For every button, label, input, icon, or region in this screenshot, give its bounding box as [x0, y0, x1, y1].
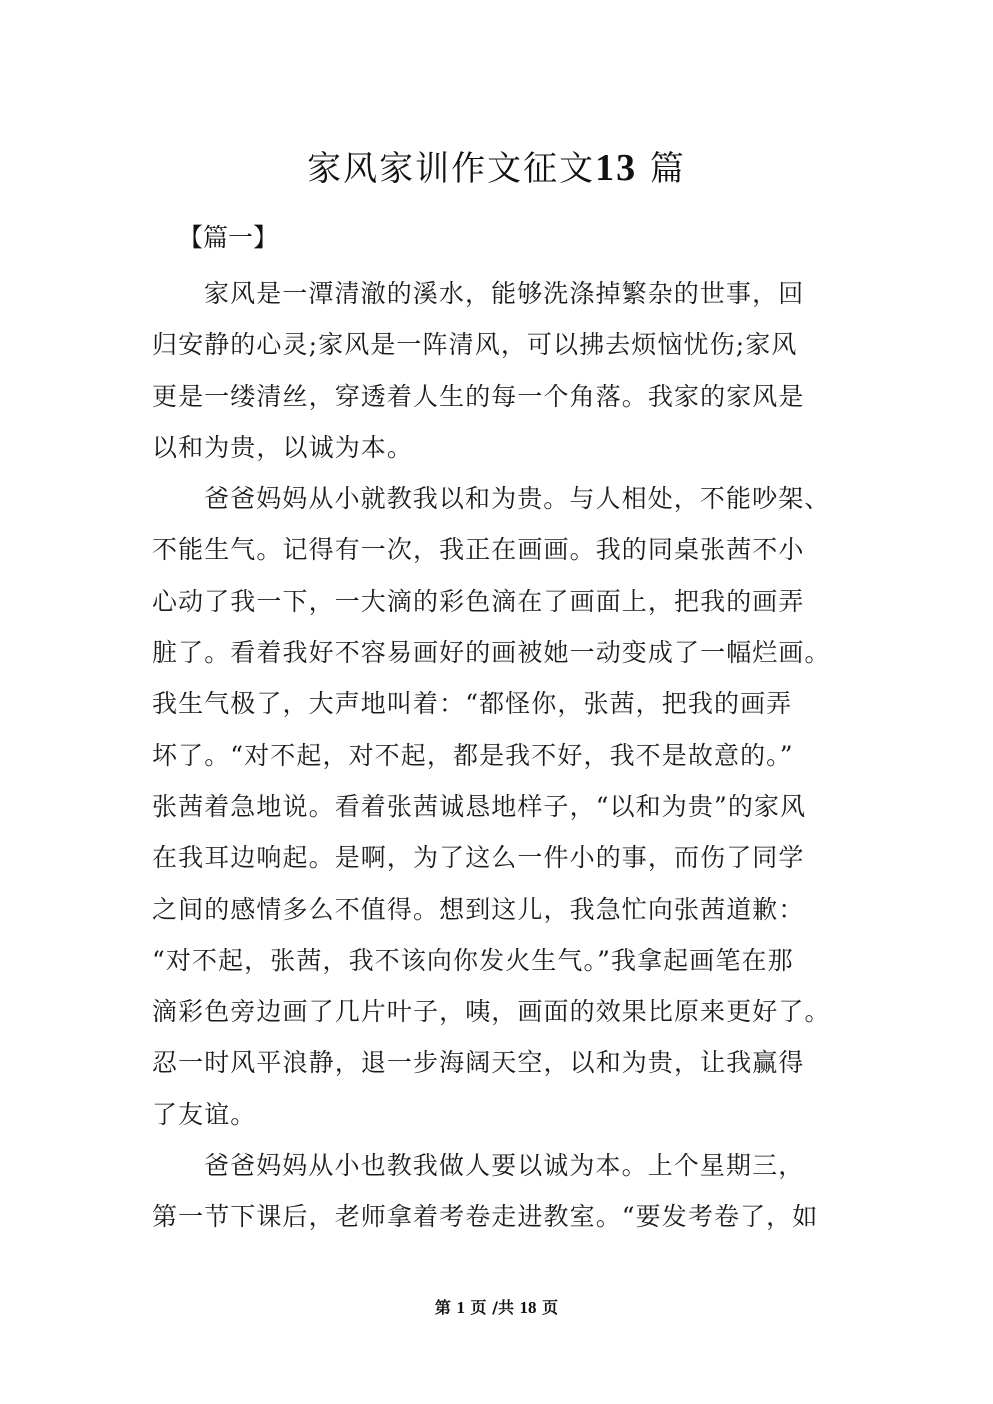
paragraph-line: 爸爸妈妈从小就教我以和为贵。与人相处，不能吵架、	[204, 484, 831, 514]
paragraph-line: 更是一缕清丝，穿透着人生的每一个角落。我家的家风是	[152, 381, 805, 411]
paragraph-line: 心动了我一下，一大滴的彩色滴在了画面上，把我的画弄	[152, 586, 805, 616]
footer-prefix: 第	[434, 1298, 451, 1317]
paragraph-line: 爸爸妈妈从小也教我做人要以诚为本。上个星期三，	[204, 1151, 805, 1181]
paragraph-line: 归安静的心灵;家风是一阵清风，可以拂去烦恼忧伤;家风	[152, 330, 798, 360]
paragraph-line: 了友谊。	[152, 1099, 257, 1129]
paragraph-line: 家风是一潭清澈的溪水，能够洗涤掉繁杂的世事，回	[204, 279, 805, 308]
paragraph-line: “对不起，张茜，我不该向你发火生气。”我拿起画笔在那	[152, 945, 794, 975]
paragraph-line: 张茜着急地说。看着张茜诚恳地样子，“以和为贵”的家风	[152, 791, 807, 821]
total-pages-number: 18	[519, 1298, 537, 1317]
paragraph-line: 不能生气。记得有一次，我正在画画。我的同桌张茜不小	[152, 535, 805, 565]
paragraph-line: 我生气极了，大声地叫着：“都怪你，张茜，把我的画弄	[152, 689, 793, 719]
paragraph-line: 第一节下课后，老师拿着考卷走进教室。“要发考卷了，如	[152, 1202, 819, 1232]
footer-mid: 页 /共	[470, 1298, 514, 1317]
paragraph-line: 之间的感情多么不值得。想到这儿，我急忙向张茜道歉：	[152, 894, 805, 924]
title-text: 家风家训作文征文	[307, 149, 596, 189]
paragraph-line: 滴彩色旁边画了几片叶子，咦，画面的效果比原来更好了。	[152, 997, 831, 1027]
document-title	[0, 140, 993, 197]
title-suffix: 篇	[649, 149, 686, 189]
page-footer	[0, 1296, 993, 1320]
paragraph-line: 在我耳边响起。是啊，为了这么一件小的事，而伤了同学	[152, 843, 805, 873]
paragraph-line: 坏了。“对不起，对不起，都是我不好，我不是故意的。”	[152, 740, 794, 770]
section-label: 【篇一】	[178, 223, 279, 252]
footer-suffix: 页	[542, 1298, 559, 1317]
document-body	[152, 268, 834, 1243]
title-number: 13	[595, 147, 638, 189]
paragraph-line: 以和为贵，以诚为本。	[152, 432, 414, 462]
paragraph-line: 忍一时风平浪静，退一步海阔天空，以和为贵，让我赢得	[152, 1048, 805, 1078]
current-page-number: 1	[456, 1298, 465, 1317]
paragraph-line: 脏了。看着我好不容易画好的画被她一动变成了一幅烂画。	[152, 638, 831, 668]
